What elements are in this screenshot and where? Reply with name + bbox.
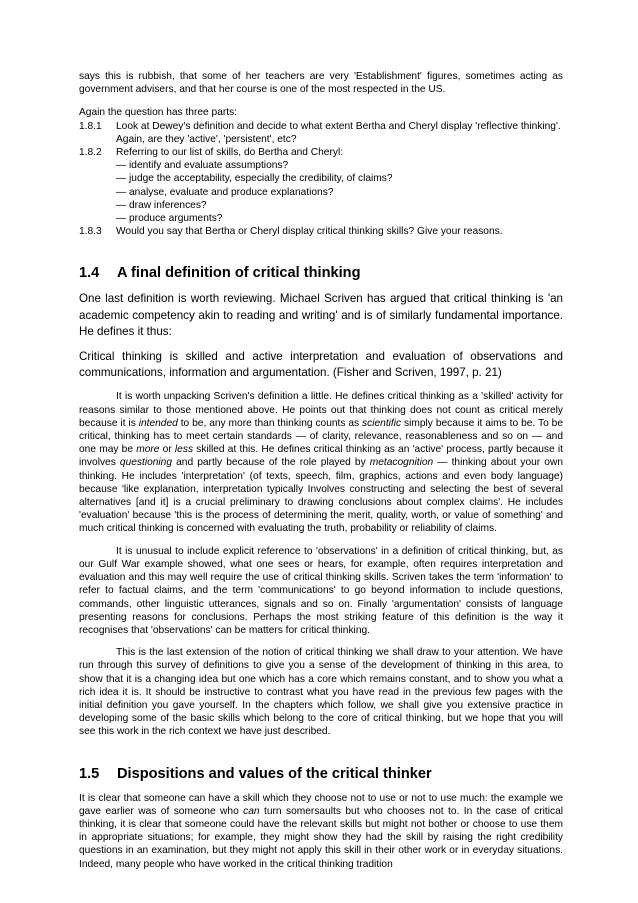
question-list xyxy=(79,120,563,239)
question-text: Look at Dewey's definition and decide to what extent Bertha and Cheryl display 'reflective thinking'. xyxy=(116,120,561,132)
body-paragraph: This is the last extension of the notion of critical thinking we shall draw to your attention. We have run through this survey of definitions to give you a sense of the development of thinking in this area, to show that it is a changing idea but one which has a core which remains constant, and to show you what a rich idea it is. It should be instructive to contrast what you have read in the previous few pages with the initial definition you gave yourself. In the chapters which follow, we shall give you extensive practice in developing some of the basic skills which belong to the core of critical thinking, but we hope that you will see this work in the rich context we have just described. xyxy=(79,647,563,738)
question-number: 1.8.3 xyxy=(79,226,102,238)
question-number: 1.8.1 xyxy=(79,120,102,132)
section-title: A final definition of critical thinking xyxy=(117,265,361,282)
question-text: Would you say that Bertha or Cheryl display critical thinking skills? Give your reasons. xyxy=(116,226,503,238)
question-number: 1.8.2 xyxy=(79,147,102,159)
question-item xyxy=(79,146,563,159)
section-heading-1-4 xyxy=(79,264,563,282)
intro-paragraph: says this is rubbish, that some of her teachers are very 'Establishment' figures, sometimes acting as government advisers, and that her course is one of the most respected in the US. xyxy=(79,71,563,96)
page-content xyxy=(79,70,563,871)
question-subline: — judge the acceptability, especially the credibility, of claims? xyxy=(116,173,393,185)
section-number: 1.4 xyxy=(79,265,100,282)
section-number: 1.5 xyxy=(79,765,100,782)
question-text: Referring to our list of skills, do Bertha and Cheryl: xyxy=(116,147,344,159)
body-paragraph: It is worth unpacking Scriven's definition a little. He defines critical thinking as a 'skilled' activity for reasons similar to those mentioned above. He points out that thinking does not count as critical merely because it is intended to be, any more than thinking counts as scientific simply because it aims to be. To be critical, thinking has to meet certain standards — of clarity, relevance, reasonableness and so on — and one may be more or less skilled at this. He defines critical thinking as an 'active' process, partly because it involves questioning and partly because of the role played by metacognition — thinking about your own thinking. He includes 'interpretation' (of texts, speech, film, graphics, actions and even body language) because 'like explanation, interpretation typically Involves constructing and selecting the best of several alternatives [and it] is a crucial preliminary to drawing conclusions about complex claims'. He includes 'evaluation' because 'this is the process of determining the merit, quality, worth, or value of something' and much critical thinking is concerned with evaluating the truth, probability or reliability of claims. xyxy=(79,391,563,535)
definition-quote: Critical thinking is skilled and active interpretation and evaluation of observations and communications, information and argumentation. (Fisher and Scriven, 1997, p. 21) xyxy=(79,350,563,380)
question-subline: Again, are they 'active', 'persistent', etc? xyxy=(116,133,297,145)
question-subline: — produce arguments? xyxy=(116,213,223,225)
question-intro: Again the question has three parts: xyxy=(79,107,238,119)
question-subline: — identify and evaluate assumptions? xyxy=(116,160,289,172)
body-paragraph: It is unusual to include explicit reference to 'observations' in a definition of critical thinking, but, as our Gulf War example showed, what one sees or hears, for example, often requires interpretation and evaluation and this may well require the use of critical thinking skills. Scriven takes the term 'information' to refer to factual claims, and the term 'communications' to go beyond information to include questions, commands, other linguistic utterances, signals and so on. Finally 'argumentation' consists of language presenting reasons for conclusions. Perhaps the most striking feature of this definition is the way it recognises that 'observations' can be matters for critical thinking. xyxy=(79,545,563,636)
section-title: Dispositions and values of the critical thinker xyxy=(117,765,432,782)
body-paragraph: It is clear that someone can have a skill which they choose not to use or not to use much: the example we gave earlier was of someone who can turn somersaults but who chooses not to. In the case of critical thinking, it is clear that someone could have the relevant skills but might not bother or choose to use them in appropriate situations; for example, they might show they had the skill by raising the right credibility questions in an examination, but they might not apply this skill in their other work or in everyday situations. Indeed, many people who have worked in the critical thinking tradition xyxy=(79,792,564,870)
section-heading-1-5 xyxy=(79,765,563,783)
question-subline: — draw inferences? xyxy=(116,199,207,211)
body-paragraph: One last definition is worth reviewing. Michael Scriven has argued that critical thinking is 'an academic competency akin to reading and writing' and is of similarly fundamental importance. He defines it thus: xyxy=(79,292,563,338)
question-item xyxy=(79,120,563,133)
question-subline: — analyse, evaluate and produce explanations? xyxy=(116,186,334,198)
question-item xyxy=(79,225,563,238)
